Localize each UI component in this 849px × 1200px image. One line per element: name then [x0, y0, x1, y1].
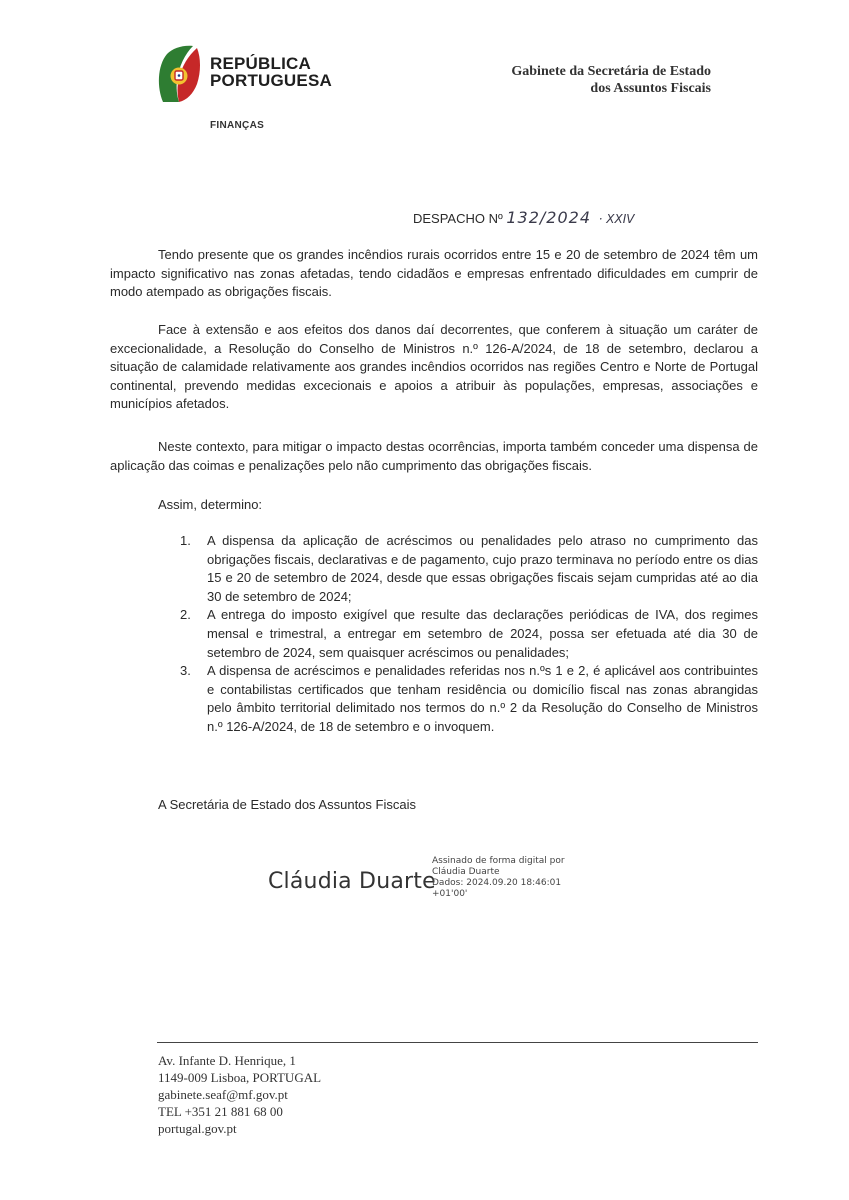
- footer-website: portugal.gov.pt: [158, 1121, 237, 1136]
- signature-detail-line: Assinado de forma digital por: [432, 856, 565, 866]
- ministry-label: FINANÇAS: [210, 120, 265, 131]
- signature-detail-line: Dados: 2024.09.20 18:46:01: [432, 878, 562, 888]
- list-item: [180, 532, 758, 606]
- paragraph-text: Neste contexto, para mitigar o impacto destas ocorrências, importa também conceder uma dispensa de aplicação das coimas e penalizações pelo não cumprimento das obrigações fiscais.: [110, 439, 758, 473]
- paragraph-3: [110, 438, 758, 475]
- list-item: [180, 606, 758, 662]
- list-item-text: A dispensa de acréscimos e penalidades referidas nos n.ºs 1 e 2, é aplicável aos contribuintes e contabilistas certificados que tenham residência ou domicílio fiscal nas zonas abrangidas pelo âmbito territorial delimitado nos termos do n.º 2 da Resolução do Conselho de Ministros n.º 126-A/2024, de 18 de setembro e o invoquem.: [207, 663, 758, 734]
- digital-signature-details: [432, 856, 565, 900]
- brand-line-1: REPÚBLICA: [210, 54, 311, 73]
- signature-name: Cláudia Duarte: [268, 869, 436, 894]
- brand-line-2: PORTUGUESA: [210, 71, 332, 90]
- list-item: [180, 662, 758, 736]
- signature-detail-line: Cláudia Duarte: [432, 867, 500, 877]
- list-item-text: A dispensa da aplicação de acréscimos ou penalidades pelo atraso no cumprimento das obrigações fiscais, declarativas e de pagamento, cujo prazo terminava no período entre os dias 15 e 20 de setembro de 2024, desde que essas obrigações fiscais sejam cumpridas até ao dia 30 de setembro de 2024;: [207, 533, 758, 604]
- brand-wordmark: [210, 55, 332, 89]
- office-heading: [511, 63, 711, 97]
- signer-title: A Secretária de Estado dos Assuntos Fiscais: [158, 797, 416, 812]
- footer-address-line-2: 1149-009 Lisboa, PORTUGAL: [158, 1070, 322, 1085]
- republica-portuguesa-logo: [155, 44, 203, 104]
- footer-divider: [157, 1042, 758, 1043]
- list-item-number: 3.: [180, 663, 191, 679]
- paragraph-text: Face à extensão e aos efeitos dos danos daí decorrentes, que conferem à situação um caráter de excecionalidade, a Resolução do Conselho de Ministros n.º 126-A/2024, de 18 de setembro, declarou a situação de calamidade relativamente aos grandes incêndios ocorridos nas regiões Centro e Norte de Portugal continental, prevendo medidas excecionais e apoios a atribuir às populações, empresas, associações e municípios afetados.: [110, 322, 758, 411]
- paragraph-text: Tendo presente que os grandes incêndios rurais ocorridos entre 15 e 20 de setembro de 2024 têm um impacto significativo nas zonas afetadas, tendo cidadãos e empresas enfrentado dificuldades em cumprir de modo atempado as obrigações fiscais.: [110, 247, 758, 299]
- list-item-text: A entrega do imposto exigível que resulte das declarações periódicas de IVA, dos regimes mensal e trimestral, a entregar em setembro de 2024, possa ser efetuada até dia 30 de setembro de 2024, sem quaisquer acréscimos ou penalidades;: [207, 607, 758, 660]
- signature-detail-line: +01'00': [432, 889, 468, 899]
- despacho-handwritten-roman: · XXIV: [598, 212, 635, 226]
- paragraph-1: [110, 246, 758, 302]
- list-item-number: 2.: [180, 607, 191, 623]
- footer-address-line-1: Av. Infante D. Henrique, 1: [158, 1053, 296, 1068]
- despacho-label: DESPACHO Nº: [413, 211, 503, 226]
- determination-intro: Assim, determino:: [158, 497, 263, 512]
- office-line-2: dos Assuntos Fiscais: [590, 81, 711, 96]
- footer-phone: TEL +351 21 881 68 00: [158, 1104, 283, 1119]
- office-line-1: Gabinete da Secretária de Estado: [511, 64, 711, 79]
- determination-list: [180, 532, 758, 737]
- footer-contact: [158, 1052, 321, 1137]
- despacho-handwritten-number: 132/2024: [506, 208, 592, 227]
- despacho-number: [413, 208, 634, 227]
- footer-email: gabinete.seaf@mf.gov.pt: [158, 1087, 288, 1102]
- list-item-number: 1.: [180, 533, 191, 548]
- paragraph-2: [110, 321, 758, 414]
